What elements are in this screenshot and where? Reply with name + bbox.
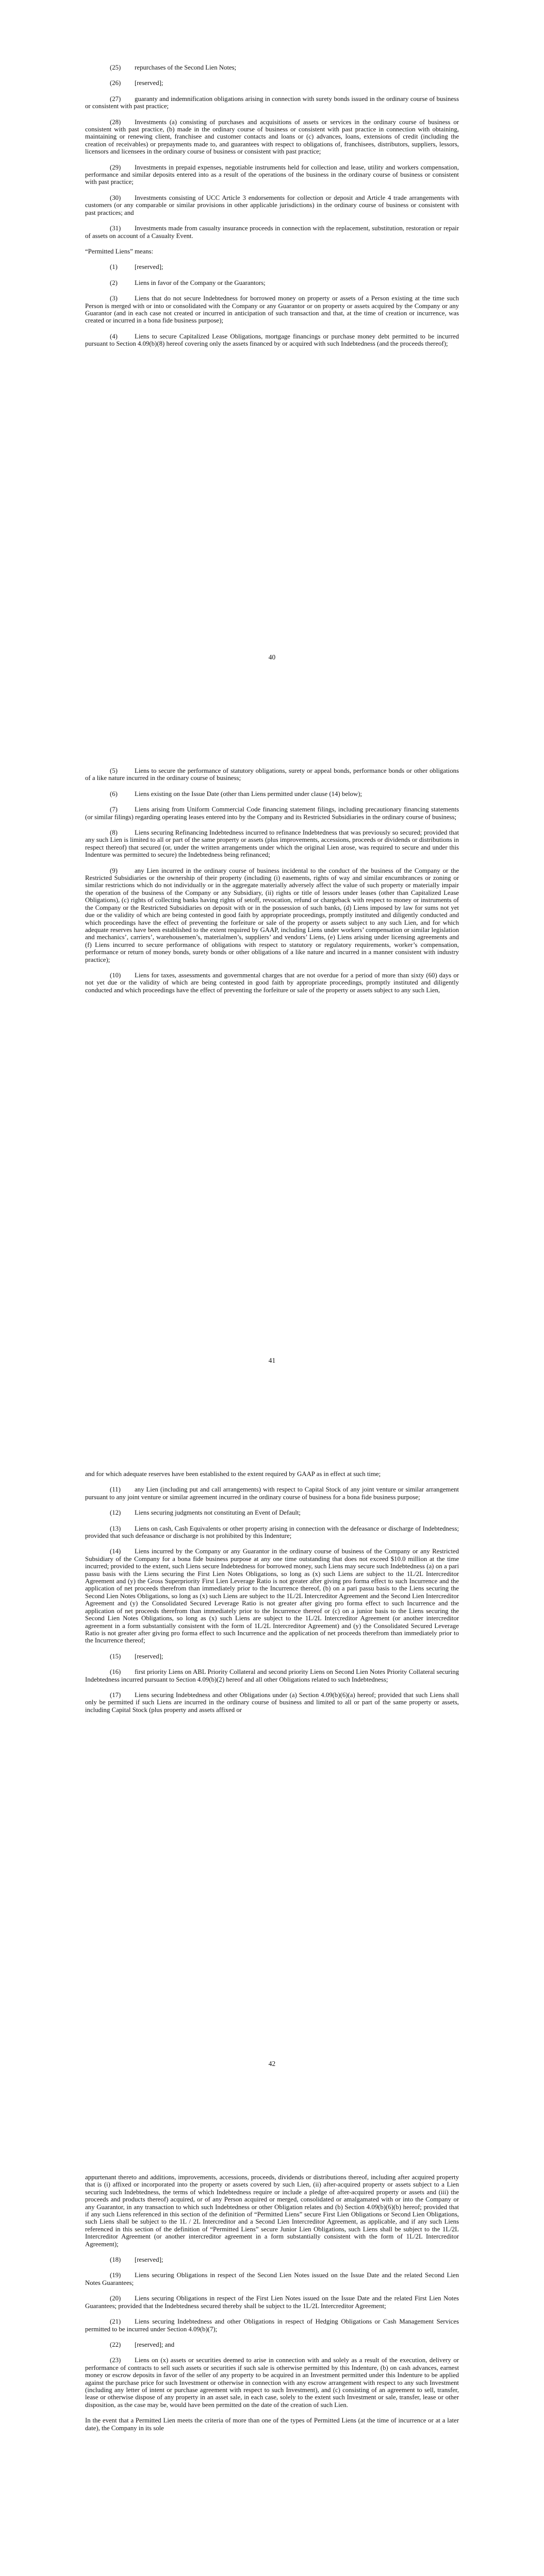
item-text: Liens securing Refinancing Indebtedness incurred to refinance Indebtedness that was previously so secured; provided that any such Lien is limited to all or part of the same property or assets (plus improvements, accessions, proceeds or dividends or distributions in respect thereof) that secured (or, under the written arrangements under which the original Lien arose, was required to secure and under this Indenture was permitted to secure) the Indebtedness being refinanced; (85, 829, 459, 859)
page-3-body (85, 1470, 459, 1722)
page-4 (0, 2110, 544, 2576)
item-number: (23) (110, 2357, 121, 2364)
item-number: (30) (110, 194, 121, 201)
item-number: (21) (110, 2318, 121, 2326)
item-number: (3) (110, 295, 118, 302)
list-item (85, 1691, 459, 1714)
item-text: [reserved]; (135, 79, 163, 87)
item-number: (20) (110, 2295, 121, 2302)
item-number: (31) (110, 225, 121, 232)
item-number: (22) (110, 2341, 121, 2348)
item-text: Liens securing Indebtedness and other Obligations under (a) Section 4.09(b)(6)(a) hereof; provided that such Liens shall only be permitted if such Liens are incurred in the ordinary course of business and limited to all or part of the same property or assets, including Capital Stock (plus property and assets affixed or (85, 1691, 459, 1714)
list-item (85, 972, 459, 994)
item-text: Liens existing on the Issue Date (other than Liens permitted under clause (14) below); (135, 790, 362, 798)
item-number: (16) (110, 1668, 121, 1676)
list-item (85, 1509, 459, 1516)
page-3 (0, 1406, 544, 2110)
paragraph: appurtenant thereto and additions, improvements, accessions, proceeds, dividends or distributions thereof, including after acquired property that is (i) affixed or incorporated into the property or assets covered by such Lien, (ii) after-acquired property or assets subject to a Lien securing such Indebtedness, the terms of which Indebtedness require or include a pledge of after-acquired property or assets and (iii) the proceeds and products thereof) acquired, or of any Person acquired or merged, consolidated or amalgamated with or into the Company or any Guarantor, in any transaction to which such Indebtedness or other Obligation relates and (b) Section 4.09(b)(6)(b) hereof; provided that if any such Liens referenced in this section of the definition of “Permitted Liens” secure First Lien Obligations or Second Lien Obligations, such Liens shall be subject to the 1L / 2L Intercreditor and a Second Lien Intercreditor Agreement, as applicable, and if any such Liens referenced in this section of the definition of “Permitted Liens” secure Junior Lien Obligations, such Liens shall be subject to the 1L/2L Intercreditor Agreement (or another intercreditor agreement in a form substantially consistent with the form of 1L/2L Intercreditor Agreement); (85, 2174, 459, 2248)
list-item (85, 1525, 459, 1540)
item-number: (13) (110, 1524, 121, 1532)
item-text: Investments in prepaid expenses, negotiable instruments held for collection and lease, utility and workers compensation, performance and similar deposits entered into as a result of the operations of the business in the ordinary course of business or consistent with past practice; (85, 163, 459, 186)
item-text: repurchases of the Second Lien Notes; (135, 64, 237, 71)
list-item (85, 867, 459, 963)
item-number: (4) (110, 332, 118, 340)
page-number: 42 (268, 2060, 276, 2067)
item-text: Investments consisting of UCC Article 3 endorsements for collection or deposit and Article 4 trade arrangements with customers (or any comparable or similar provisions in other applicable jurisdictions) in the ordinary course of business or consistent with past practices; and (85, 194, 459, 216)
item-text: Liens that do not secure Indebtedness for borrowed money on property or assets of a Person existing at the time such Person is merged with or into or consolidated with the Company or any Guarantor or on property or assets acquired by the Company or any Guarantor (and in each case not created or incurred in anticipation of such transaction and that, at the time of creation or incurrence, was created or incurred in a bona fide business purpose); (85, 295, 459, 325)
item-number: (19) (110, 2272, 121, 2279)
item-number: (18) (110, 2256, 121, 2264)
page-4-body (85, 2174, 459, 2440)
list-item (85, 95, 459, 110)
item-text: Liens on (x) assets or securities deemed to arise in connection with and solely as a result of the execution, delivery or performance of contracts to sell such assets or securities if such sale is otherwise permitted by this Indenture, (b) on cash advances, earnest money or escrow deposits in favor of the seller of any property to be acquired in an Investment permitted under this Indenture to be applied against the purchase price for such Investment or otherwise in connection with any escrow arrangement with respect to any such Investment (including any letter of intent or purchase agreement with respect to such Investment), and (c) consisting of an agreement to sell, transfer, lease or otherwise dispose of any property in an asset sale, in each case, solely to the extent such Investment or sale, transfer, lease or other disposition, as the case may be, would have been permitted on the date of the creation of such Lien. (85, 2357, 459, 2409)
list-item (85, 79, 459, 87)
item-text: Liens for taxes, assessments and governmental charges that are not overdue for a period of more than sixty (60) days or not yet due or the validity of which are being contested in good faith by appropriate proceedings, promptly instituted and diligently conducted and which proceedings have the effect of preventing the forfeiture or sale of the property or assets subject to any such Lien, (85, 971, 459, 994)
item-text: Liens securing judgments not constituting an Event of Default; (135, 1509, 301, 1517)
item-text: Liens in favor of the Company or the Guarantors; (135, 279, 266, 286)
item-text: Investments made from casualty insurance proceeds in connection with the replacement, substitution, restoration or repair of assets on account of a Casualty Event. (85, 225, 459, 240)
item-text: [reserved]; (135, 1652, 163, 1660)
item-text: [reserved]; (135, 2256, 163, 2264)
list-item (85, 118, 459, 156)
item-text: Liens arising from Uniform Commercial Code financing statement filings, including precautionary financing statements (or similar filings) regarding operating leases entered into by the Company and its Restricted Subsidiaries in the ordinary course of business; (85, 806, 459, 821)
item-number: (26) (110, 79, 121, 87)
item-text: [reserved]; and (135, 2341, 175, 2348)
item-number: (10) (110, 971, 121, 979)
item-text: first priority Liens on ABL Priority Collateral and second priority Liens on Second Lien Notes Priority Collateral securing Indebtedness incurred pursuant to Section 4.09(b)(2) hereof and all other Obligations related to such Indebtedness; (85, 1668, 459, 1683)
item-number: (14) (110, 1548, 121, 1555)
page-number: 41 (268, 1357, 276, 1364)
list-item (85, 279, 459, 286)
page-1 (0, 0, 544, 703)
item-number: (9) (110, 867, 118, 874)
list-item (85, 225, 459, 240)
list-item (85, 806, 459, 821)
list-item (85, 194, 459, 216)
list-item (85, 1653, 459, 1660)
list-item (85, 2272, 459, 2286)
list-item (85, 263, 459, 270)
item-text: Liens on cash, Cash Equivalents or other property arising in connection with the defeasance or discharge of Indebtedness; provided that such defeasance or discharge is not prohibited by this Indenture; (85, 1524, 459, 1540)
page-1-body (85, 64, 459, 356)
page-2-body (85, 767, 459, 1002)
item-number: (17) (110, 1691, 121, 1699)
item-text: Liens securing Indebtedness and other Obligations in respect of Hedging Obligations or Cash Management Services permitted to be incurred under Section 4.09(b)(7); (85, 2318, 459, 2333)
list-item (85, 2256, 459, 2263)
item-text: Liens incurred by the Company or any Guarantor in the ordinary course of business of the Company or any Restricted Subsidiary of the Company for a bona fide business purpose at any one time outstanding that does not exceed $10.0 million at the time incurred; provided to the extent, such Liens secure Indebtedness for borrowed money, such Liens may secure such Indebtedness (a) on a pari passu basis with the Liens securing the First Lien Notes Obligations, so long as (x) such Liens are subject to the 1L/2L Intercreditor Agreement and (y) the Gross Superpriority First Lien Leverage Ratio is not greater after giving pro forma effect to such Incurrence and the application of net proceeds therefrom than immediately prior to the Incurrence thereof, (b) on a pari passu basis to the Liens securing the Second Lien Notes Obligations, so long as (x) such Liens are subject to the 1L/2L Intercreditor Agreement and the Second Lien Intercreditor Agreement and (y) the Consolidated Secured Leverage Ratio is not greater after giving pro forma effect to such Incurrence and the application of net proceeds therefrom than immediately prior to the Incurrence thereof or (c) on a junior basis to the Liens securing the Second Lien Notes Obligations, so long as (x) such Liens are subject to the 1L/2L Intercreditor Agreement (or another intercreditor agreement in a form substantially consistent with the form of 1L/2L Intercreditor Agreement) and (y) the Consolidated Secured Leverage Ratio is not greater after giving pro forma effect to such Incurrence and the application of net proceeds therefrom than immediately prior to the Incurrence thereof; (85, 1548, 459, 1645)
list-item (85, 829, 459, 859)
list-item (85, 1486, 459, 1501)
list-item (85, 1548, 459, 1644)
item-number: (27) (110, 95, 121, 103)
item-number: (6) (110, 790, 118, 798)
item-text: Investments (a) consisting of purchases and acquisitions of assets or services in the ordinary course of business or consistent with past practice, (b) made in the ordinary course of business or consistent with past practice in connection with obtaining, maintaining or renewing client, franchisee and customer contacts and loans or (c) advances, loans, extensions of credit (including the creation of receivables) or prepayments made to, and guarantees with respect to obligations of, franchisees, distributors, suppliers, lessors, licensors and licensees in the ordinary course of business or consistent with past practice; (85, 118, 459, 156)
list-item (85, 295, 459, 325)
item-text: Liens to secure Capitalized Lease Obligations, mortgage financings or purchase money debt permitted to be incurred pursuant to Section 4.09(b)(8) hereof covering only the assets financed by or acquired with such Indebtedness (and the proceeds thereof); (85, 332, 459, 348)
paragraph: “Permitted Liens” means: (85, 247, 154, 255)
list-item (85, 2318, 459, 2333)
list-item (85, 164, 459, 186)
item-number: (25) (110, 64, 121, 71)
paragraph: and for which adequate reserves have been established to the extent required by GAAP as in effect at such time; (85, 1470, 381, 1478)
item-text: guaranty and indemnification obligations arising in connection with surety bonds issued in the ordinary course of business or consistent with past practice; (85, 95, 459, 110)
item-number: (7) (110, 806, 118, 814)
paragraph: In the event that a Permitted Lien meets the criteria of more than one of the types of Permitted Liens (at the time of incurrence or at a later date), the Company in its sole (85, 2417, 459, 2432)
page-number: 40 (268, 653, 276, 661)
item-number: (2) (110, 279, 118, 286)
list-item (85, 333, 459, 348)
item-number: (5) (110, 767, 118, 774)
page-2 (0, 703, 544, 1406)
item-number: (12) (110, 1509, 121, 1517)
item-number: (8) (110, 829, 118, 837)
item-number: (29) (110, 163, 121, 171)
list-item (85, 2357, 459, 2409)
item-number: (11) (110, 1486, 121, 1494)
item-number: (28) (110, 118, 121, 126)
item-text: Liens securing Obligations in respect of the First Lien Notes issued on the Issue Date and the related First Lien Notes Guarantees; provided that the Indebtedness secured thereby shall be subject to the 1L/2L Intercreditor Agreement; (85, 2295, 459, 2310)
item-text: Liens securing Obligations in respect of the Second Lien Notes issued on the Issue Date and the related Second Lien Notes Guarantees; (85, 2272, 459, 2286)
item-number: (1) (110, 263, 118, 271)
list-item (85, 2295, 459, 2310)
list-item (85, 64, 459, 71)
item-text: any Lien (including put and call arrangements) with respect to Capital Stock of any joint venture or similar arrangement pursuant to any joint venture or similar agreement incurred in the ordinary course of business for a bona fide business purpose; (85, 1486, 459, 1501)
list-item (85, 790, 459, 798)
list-item (85, 2341, 459, 2348)
list-item (85, 1668, 459, 1683)
item-text: Liens to secure the performance of statutory obligations, surety or appeal bonds, performance bonds or other obligations of a like nature incurred in the ordinary course of business; (85, 767, 459, 782)
item-text: any Lien incurred in the ordinary course of business incidental to the conduct of the business of the Company or the Restricted Subsidiaries or the ownership of their property (including (i) easements, rights of way and similar encumbrances or zoning or similar restrictions which do not individually or in the aggregate materially adversely affect the value of such property or materially impair the operation of the business of the Company or any Subsidiary, (ii) rights or title of lessors under leases (other than Capitalized Lease Obligations), (c) rights of collecting banks having rights of setoff, revocation, refund or chargeback with respect to money or instruments of the Company or the Restricted Subsidiaries on deposit with or in the possession of such banks, (d) Liens imposed by law for sums not yet due or the validity of which are being contested in good faith by appropriate proceedings, promptly instituted and diligently conducted and which proceedings have the effect of preventing the forfeiture or sale of the property or assets subject to any such Lien, and for which adequate reserves have been established to the extent required by GAAP, including Liens under workers’ compensation or similar legislation and mechanics’, carriers’, warehousemen’s, materialmen’s, suppliers’ and vendors’ Liens, (e) Liens arising under licensing agreements and (f) Liens incurred to secure performance of obligations with respect to statutory or regulatory requirements, worker’s compensation, performance or return of money bonds, surety bonds or other obligations of a like nature and incurred in a manner consistent with industry practice); (85, 867, 459, 963)
list-item (85, 767, 459, 782)
item-text: [reserved]; (135, 263, 163, 271)
item-number: (15) (110, 1652, 121, 1660)
